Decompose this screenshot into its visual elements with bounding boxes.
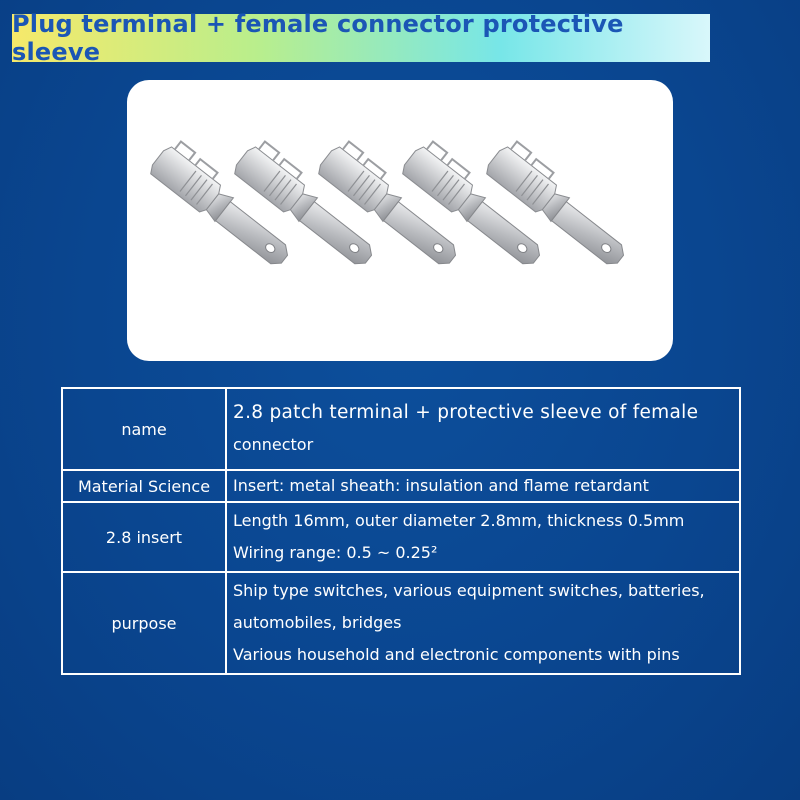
row-value xyxy=(226,388,740,470)
table-row xyxy=(62,572,740,674)
row-value xyxy=(226,502,740,572)
table-row xyxy=(62,502,740,572)
value-line: Length 16mm, outer diameter 2.8mm, thickness 0.5mm xyxy=(233,511,685,530)
table-row xyxy=(62,388,740,470)
value-line: connector xyxy=(233,435,314,454)
row-value xyxy=(226,572,740,674)
row-value xyxy=(226,470,740,502)
row-key: Material Science xyxy=(62,470,226,502)
value-line: 2.8 patch terminal + protective sleeve of female xyxy=(233,402,699,423)
value-line: Ship type switches, various equipment switches, batteries, xyxy=(233,581,705,600)
value-line: Wiring range: 0.5 ~ 0.25² xyxy=(233,543,438,562)
spec-table xyxy=(61,387,741,675)
value-line: Insert: metal sheath: insulation and flame retardant xyxy=(233,476,649,495)
product-photo xyxy=(127,80,673,361)
row-key: purpose xyxy=(62,572,226,674)
title-banner xyxy=(12,10,710,66)
row-key: name xyxy=(62,388,226,470)
row-key: 2.8 insert xyxy=(62,502,226,572)
value-line: automobiles, bridges xyxy=(233,613,402,632)
terminals-illustration xyxy=(127,80,673,361)
table-row xyxy=(62,470,740,502)
banner-title: Plug terminal + female connector protective sleeve xyxy=(12,10,624,66)
value-line: Various household and electronic components with pins xyxy=(233,645,680,664)
